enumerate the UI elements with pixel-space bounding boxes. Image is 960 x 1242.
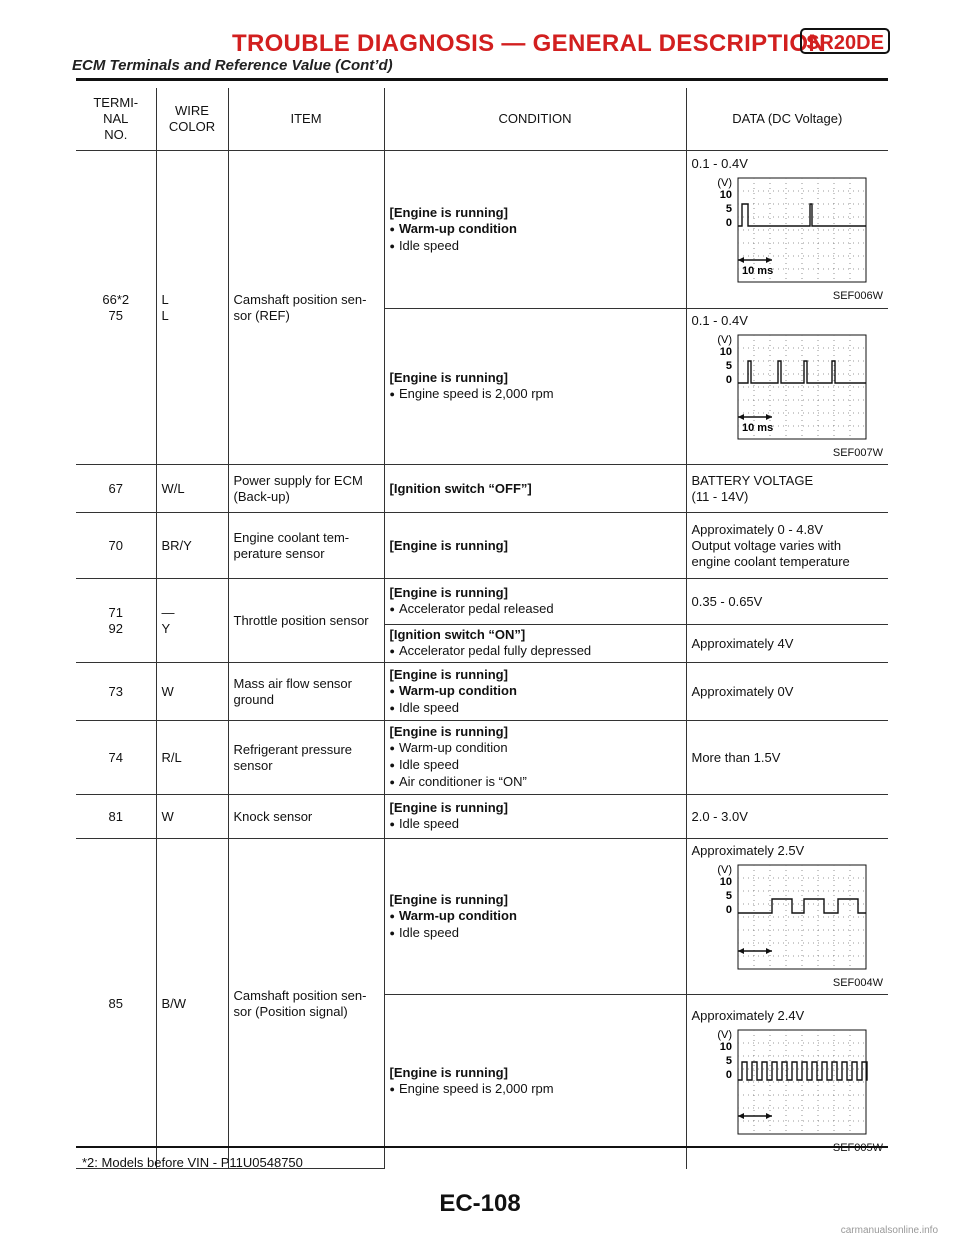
condition-heading: [Ignition switch “OFF”] — [389, 480, 532, 496]
col-wire-header: WIRE COLOR — [156, 88, 228, 151]
item-name: Refrigerant pressure sensor — [228, 721, 384, 795]
data-value: 0.1 - 0.4V — [691, 155, 748, 171]
condition-bullet: ● Accelerator pedal fully depressed — [390, 643, 681, 660]
page-title: TROUBLE DIAGNOSIS — GENERAL DESCRIPTION — [232, 30, 826, 57]
item-name: Power supply for ECM (Back-up) — [228, 465, 384, 513]
scope-tick-0: 0 — [725, 903, 732, 916]
wire-color: W — [156, 663, 228, 721]
scope-arrow-head — [738, 948, 744, 954]
data-cell — [686, 721, 888, 795]
terminal-no: 70 — [76, 513, 156, 579]
col-terminal-header: TERMI- NAL NO. — [76, 88, 156, 151]
scope-tick-0: 0 — [725, 1068, 732, 1081]
scope-arrow-head — [738, 414, 744, 420]
condition-cell — [384, 795, 686, 839]
condition-bullet: ● Idle speed — [390, 925, 681, 942]
data-cell — [686, 663, 888, 721]
scope-time-label: 10 ms — [741, 264, 773, 277]
condition-cell — [384, 995, 686, 1169]
condition-bullet: ● Idle speed — [390, 757, 681, 774]
scope-arrow-head — [766, 257, 772, 263]
condition-heading: [Engine is running] — [389, 666, 508, 682]
condition-bullet: ● Idle speed — [390, 816, 681, 833]
table-row — [76, 465, 888, 513]
wire-color: L L — [156, 151, 228, 465]
data-value: Approximately 0V — [691, 683, 794, 699]
figure-ref: SEF005W — [832, 1141, 883, 1154]
data-value: 2.0 - 3.0V — [691, 808, 748, 824]
condition-heading: [Engine is running] — [389, 370, 508, 385]
data-value: Approximately 4V — [691, 635, 794, 651]
condition-bullet: ● Warm-up condition — [390, 908, 681, 925]
condition-heading: [Engine is running] — [389, 537, 508, 553]
condition-heading: [Engine is running] — [389, 800, 508, 815]
scope-tick-5: 5 — [725, 889, 732, 902]
data-value: BATTERY VOLTAGE (11 - 14V) — [691, 472, 814, 504]
condition-bullet: ● Idle speed — [390, 700, 681, 717]
watermark: carmanualsonline.info — [840, 1225, 938, 1236]
oscilloscope-waveform — [692, 174, 872, 294]
table-row — [76, 721, 888, 795]
scope-unit-label: (V) — [716, 333, 732, 346]
condition-cell — [384, 579, 686, 625]
table-header-row — [76, 88, 888, 151]
condition-heading: [Ignition switch “ON”] — [389, 627, 526, 642]
item-name: Mass air flow sensor ground — [228, 663, 384, 721]
condition-bullet: ● Air conditioner is “ON” — [390, 774, 681, 791]
data-value: 0.1 - 0.4V — [691, 312, 748, 328]
engine-badge: SR20DE — [800, 28, 890, 54]
data-cell — [686, 995, 888, 1169]
terminal-no: 85 — [76, 839, 156, 1169]
scope-tick-5: 5 — [725, 1054, 732, 1067]
item-name: Camshaft position sen- sor (REF) — [228, 151, 384, 465]
condition-cell — [384, 151, 686, 309]
data-value: Approximately 0 - 4.8V Output voltage varies with engine coolant temperature — [691, 521, 850, 569]
ecm-terminal-table — [76, 88, 888, 1169]
table-row — [76, 795, 888, 839]
terminal-no: 73 — [76, 663, 156, 721]
condition-bullet: ● Engine speed is 2,000 rpm — [390, 1081, 681, 1098]
wire-color: BR/Y — [156, 513, 228, 579]
scope-signal-trace — [738, 204, 866, 226]
scope-arrow-head — [766, 414, 772, 420]
terminal-no: 81 — [76, 795, 156, 839]
terminal-no: 74 — [76, 721, 156, 795]
oscilloscope-waveform — [692, 861, 872, 981]
scope-time-label: 10 ms — [741, 421, 773, 434]
scope-tick-0: 0 — [725, 373, 732, 386]
data-cell — [686, 579, 888, 625]
terminal-no: 67 — [76, 465, 156, 513]
wire-color: — Y — [156, 579, 228, 663]
oscilloscope-waveform — [692, 1026, 872, 1146]
scope-tick-10: 10 — [719, 1040, 732, 1053]
item-name: Knock sensor — [228, 795, 384, 839]
wire-color: R/L — [156, 721, 228, 795]
data-cell — [686, 513, 888, 579]
figure-ref: SEF006W — [832, 289, 883, 302]
footnote: *2: Models before VIN - P11U0548750 — [82, 1155, 303, 1170]
data-cell — [686, 795, 888, 839]
scope-unit-label: (V) — [716, 1028, 732, 1041]
item-name: Camshaft position sen- sor (Position signal) — [228, 839, 384, 1169]
col-data-header: DATA (DC Voltage) — [686, 88, 888, 151]
oscilloscope-waveform — [692, 331, 872, 451]
col-condition-header: CONDITION — [384, 88, 686, 151]
scope-tick-10: 10 — [719, 188, 732, 201]
condition-cell — [384, 465, 686, 513]
table-row — [76, 663, 888, 721]
data-value: More than 1.5V — [691, 749, 781, 765]
condition-heading: [Engine is running] — [389, 585, 508, 600]
condition-cell — [384, 721, 686, 795]
scope-arrow-head — [738, 257, 744, 263]
wire-color: W — [156, 795, 228, 839]
condition-bullet: ● Warm-up condition — [390, 683, 681, 700]
condition-heading: [Engine is running] — [389, 891, 508, 907]
condition-bullet: ● Accelerator pedal released — [390, 601, 681, 618]
col-item-header: ITEM — [228, 88, 384, 151]
page-subtitle: ECM Terminals and Reference Value (Cont’d) — [72, 57, 393, 74]
header-rule — [76, 78, 888, 81]
table-row — [76, 579, 888, 625]
condition-cell — [384, 513, 686, 579]
condition-cell — [384, 663, 686, 721]
scope-tick-5: 5 — [725, 359, 732, 372]
data-cell — [686, 151, 888, 309]
data-cell — [686, 309, 888, 465]
condition-bullet: ● Warm-up condition — [390, 221, 681, 238]
table-row — [76, 513, 888, 579]
wire-color: W/L — [156, 465, 228, 513]
condition-cell — [384, 309, 686, 465]
condition-bullet: ● Idle speed — [390, 238, 681, 255]
scope-arrow-head — [738, 1113, 744, 1119]
terminal-no: 66*2 75 — [76, 151, 156, 465]
condition-heading: [Engine is running] — [389, 724, 508, 739]
scope-tick-0: 0 — [725, 216, 732, 229]
table-row — [76, 151, 888, 309]
scope-tick-10: 10 — [719, 345, 732, 358]
data-value: Approximately 2.5V — [691, 842, 805, 858]
scope-arrow-head — [766, 948, 772, 954]
data-cell — [686, 465, 888, 513]
data-cell — [686, 625, 888, 663]
page-number: EC-108 — [439, 1190, 521, 1217]
condition-cell — [384, 625, 686, 663]
figure-ref: SEF007W — [832, 446, 883, 459]
scope-tick-5: 5 — [725, 202, 732, 215]
table-row — [76, 839, 888, 995]
scope-unit-label: (V) — [716, 176, 732, 189]
scope-signal-trace — [738, 1062, 867, 1080]
condition-bullet: ● Warm-up condition — [390, 740, 681, 757]
condition-heading: [Engine is running] — [389, 1065, 508, 1081]
condition-heading: [Engine is running] — [389, 204, 508, 220]
data-value: 0.35 - 0.65V — [691, 593, 763, 609]
scope-signal-trace — [738, 361, 866, 383]
condition-cell — [384, 839, 686, 995]
data-value: Approximately 2.4V — [691, 1007, 805, 1023]
data-cell — [686, 839, 888, 995]
item-name: Throttle position sensor — [228, 579, 384, 663]
scope-tick-10: 10 — [719, 875, 732, 888]
condition-bullet: ● Engine speed is 2,000 rpm — [390, 386, 681, 403]
table-bottom-rule — [76, 1146, 888, 1148]
scope-arrow-head — [766, 1113, 772, 1119]
wire-color: B/W — [156, 839, 228, 1169]
figure-ref: SEF004W — [832, 976, 883, 989]
item-name: Engine coolant tem- perature sensor — [228, 513, 384, 579]
scope-unit-label: (V) — [716, 863, 732, 876]
terminal-no: 71 92 — [76, 579, 156, 663]
